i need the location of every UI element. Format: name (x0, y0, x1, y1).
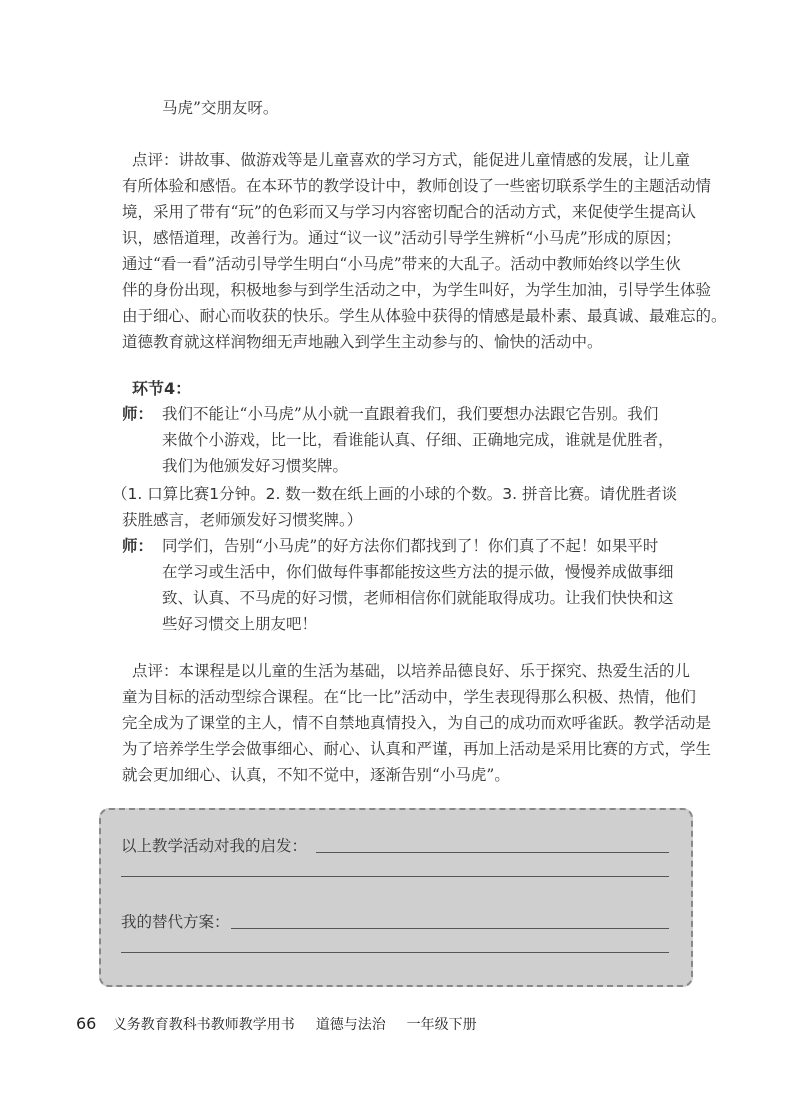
alternative-answer-line[interactable] (231, 928, 669, 929)
comment-1-line: 由于细心、耐心而收获的快乐。学生从体验中获得的情感是最朴素、最真诚、最难忘的。 (122, 307, 727, 325)
comment-1-line: 识，感悟道理，改善行为。通过“议一议”活动引导学生辨析“小马虎”形成的原因； (122, 229, 681, 247)
subject-name: 道德与法治 (315, 1017, 386, 1033)
notes-box (99, 808, 693, 987)
comment-1-line: 境，采用了带有“玩”的色彩而又与学习内容密切配合的活动方式，来促使学生提高认 (122, 203, 696, 221)
teacher-speech-line: 来做个小游戏，比一比，看谁能认真、仔细、正确地完成，谁就是优胜者， (162, 431, 674, 449)
grade-name: 一年级下册 (406, 1017, 477, 1033)
activity-line: 获胜感言，老师颁发好习惯奖牌。） (122, 511, 363, 529)
page-footer (76, 1014, 477, 1034)
page-number: 66 (76, 1014, 97, 1033)
comment-2-line: 童为目标的活动型综合课程。在“比一比”活动中，学生表现得那么积极、热情，他们 (122, 688, 696, 706)
teacher-speech-line: 我们不能让“小马虎”从小就一直跟着我们，我们要想办法跟它告别。我们 (162, 405, 659, 423)
comment-1-line: 有所体验和感悟。在本环节的教学设计中，教师创设了一些密切联系学生的主题活动情 (122, 177, 712, 195)
comment-2-line: 完全成为了课堂的主人，情不自禁地真情投入，为自己的成功而欢呼雀跃。教学活动是 (122, 714, 712, 732)
comment-1-line: 点评：讲故事、做游戏等是儿童喜欢的学习方式，能促进儿童情感的发展，让儿童 (132, 151, 691, 169)
comment-2-line: 点评：本课程是以儿童的生活为基础，以培养品德良好、乐于探究、热爱生活的儿 (132, 662, 691, 680)
alternative-plan-prompt: 我的替代方案： (121, 913, 230, 931)
continued-line: 马虎”交朋友呀。 (162, 99, 279, 117)
comment-1-line: 通过“看一看”活动引导学生明白“小马虎”带来的大乱子。活动中教师始终以学生伙 (122, 255, 681, 273)
inspiration-prompt: 以上教学活动对我的启发： (121, 837, 308, 855)
teacher-label: 师： (122, 405, 154, 423)
teacher-speech-line: 致、认真、不马虎的好习惯，老师相信你们就能取得成功。让我们快快和这 (162, 589, 674, 607)
teacher-speech-line: 在学习或生活中，你们做每件事都能按这些方法的提示做，慢慢养成做事细 (162, 563, 674, 581)
teacher-speech-line: 同学们，告别“小马虎”的好方法你们都找到了！你们真了不起！如果平时 (162, 537, 659, 555)
comment-1-line: 道德教育就这样润物细无声地融入到学生主动参与的、愉快的活动中。 (122, 333, 603, 351)
comment-1-line: 伴的身份出现，积极地参与到学生活动之中，为学生叫好，为学生加油，引导学生体验 (122, 281, 712, 299)
inspiration-answer-line[interactable] (316, 852, 669, 853)
book-title: 义务教育教科书教师教学用书 (112, 1017, 295, 1033)
teacher-label: 师： (122, 537, 154, 555)
comment-2-line: 为了培养学生学会做事细心、耐心、认真和严谨，再加上活动是采用比赛的方式，学生 (122, 740, 712, 758)
activity-line: （1. 口算比赛1分钟。2. 数一数在纸上画的小球的个数。3. 拼音比赛。请优胜者谈 (112, 485, 678, 503)
teacher-speech-line: 我们为他颁发好习惯奖牌。 (162, 457, 349, 475)
inspiration-answer-line[interactable] (121, 876, 669, 877)
teacher-speech-line: 些好习惯交上朋友吧！ (162, 615, 318, 633)
section-heading: 环节4： (132, 379, 192, 398)
alternative-answer-line[interactable] (121, 952, 669, 953)
comment-2-line: 就会更加细心、认真，不知不觉中，逐渐告别“小马虎”。 (122, 766, 510, 784)
